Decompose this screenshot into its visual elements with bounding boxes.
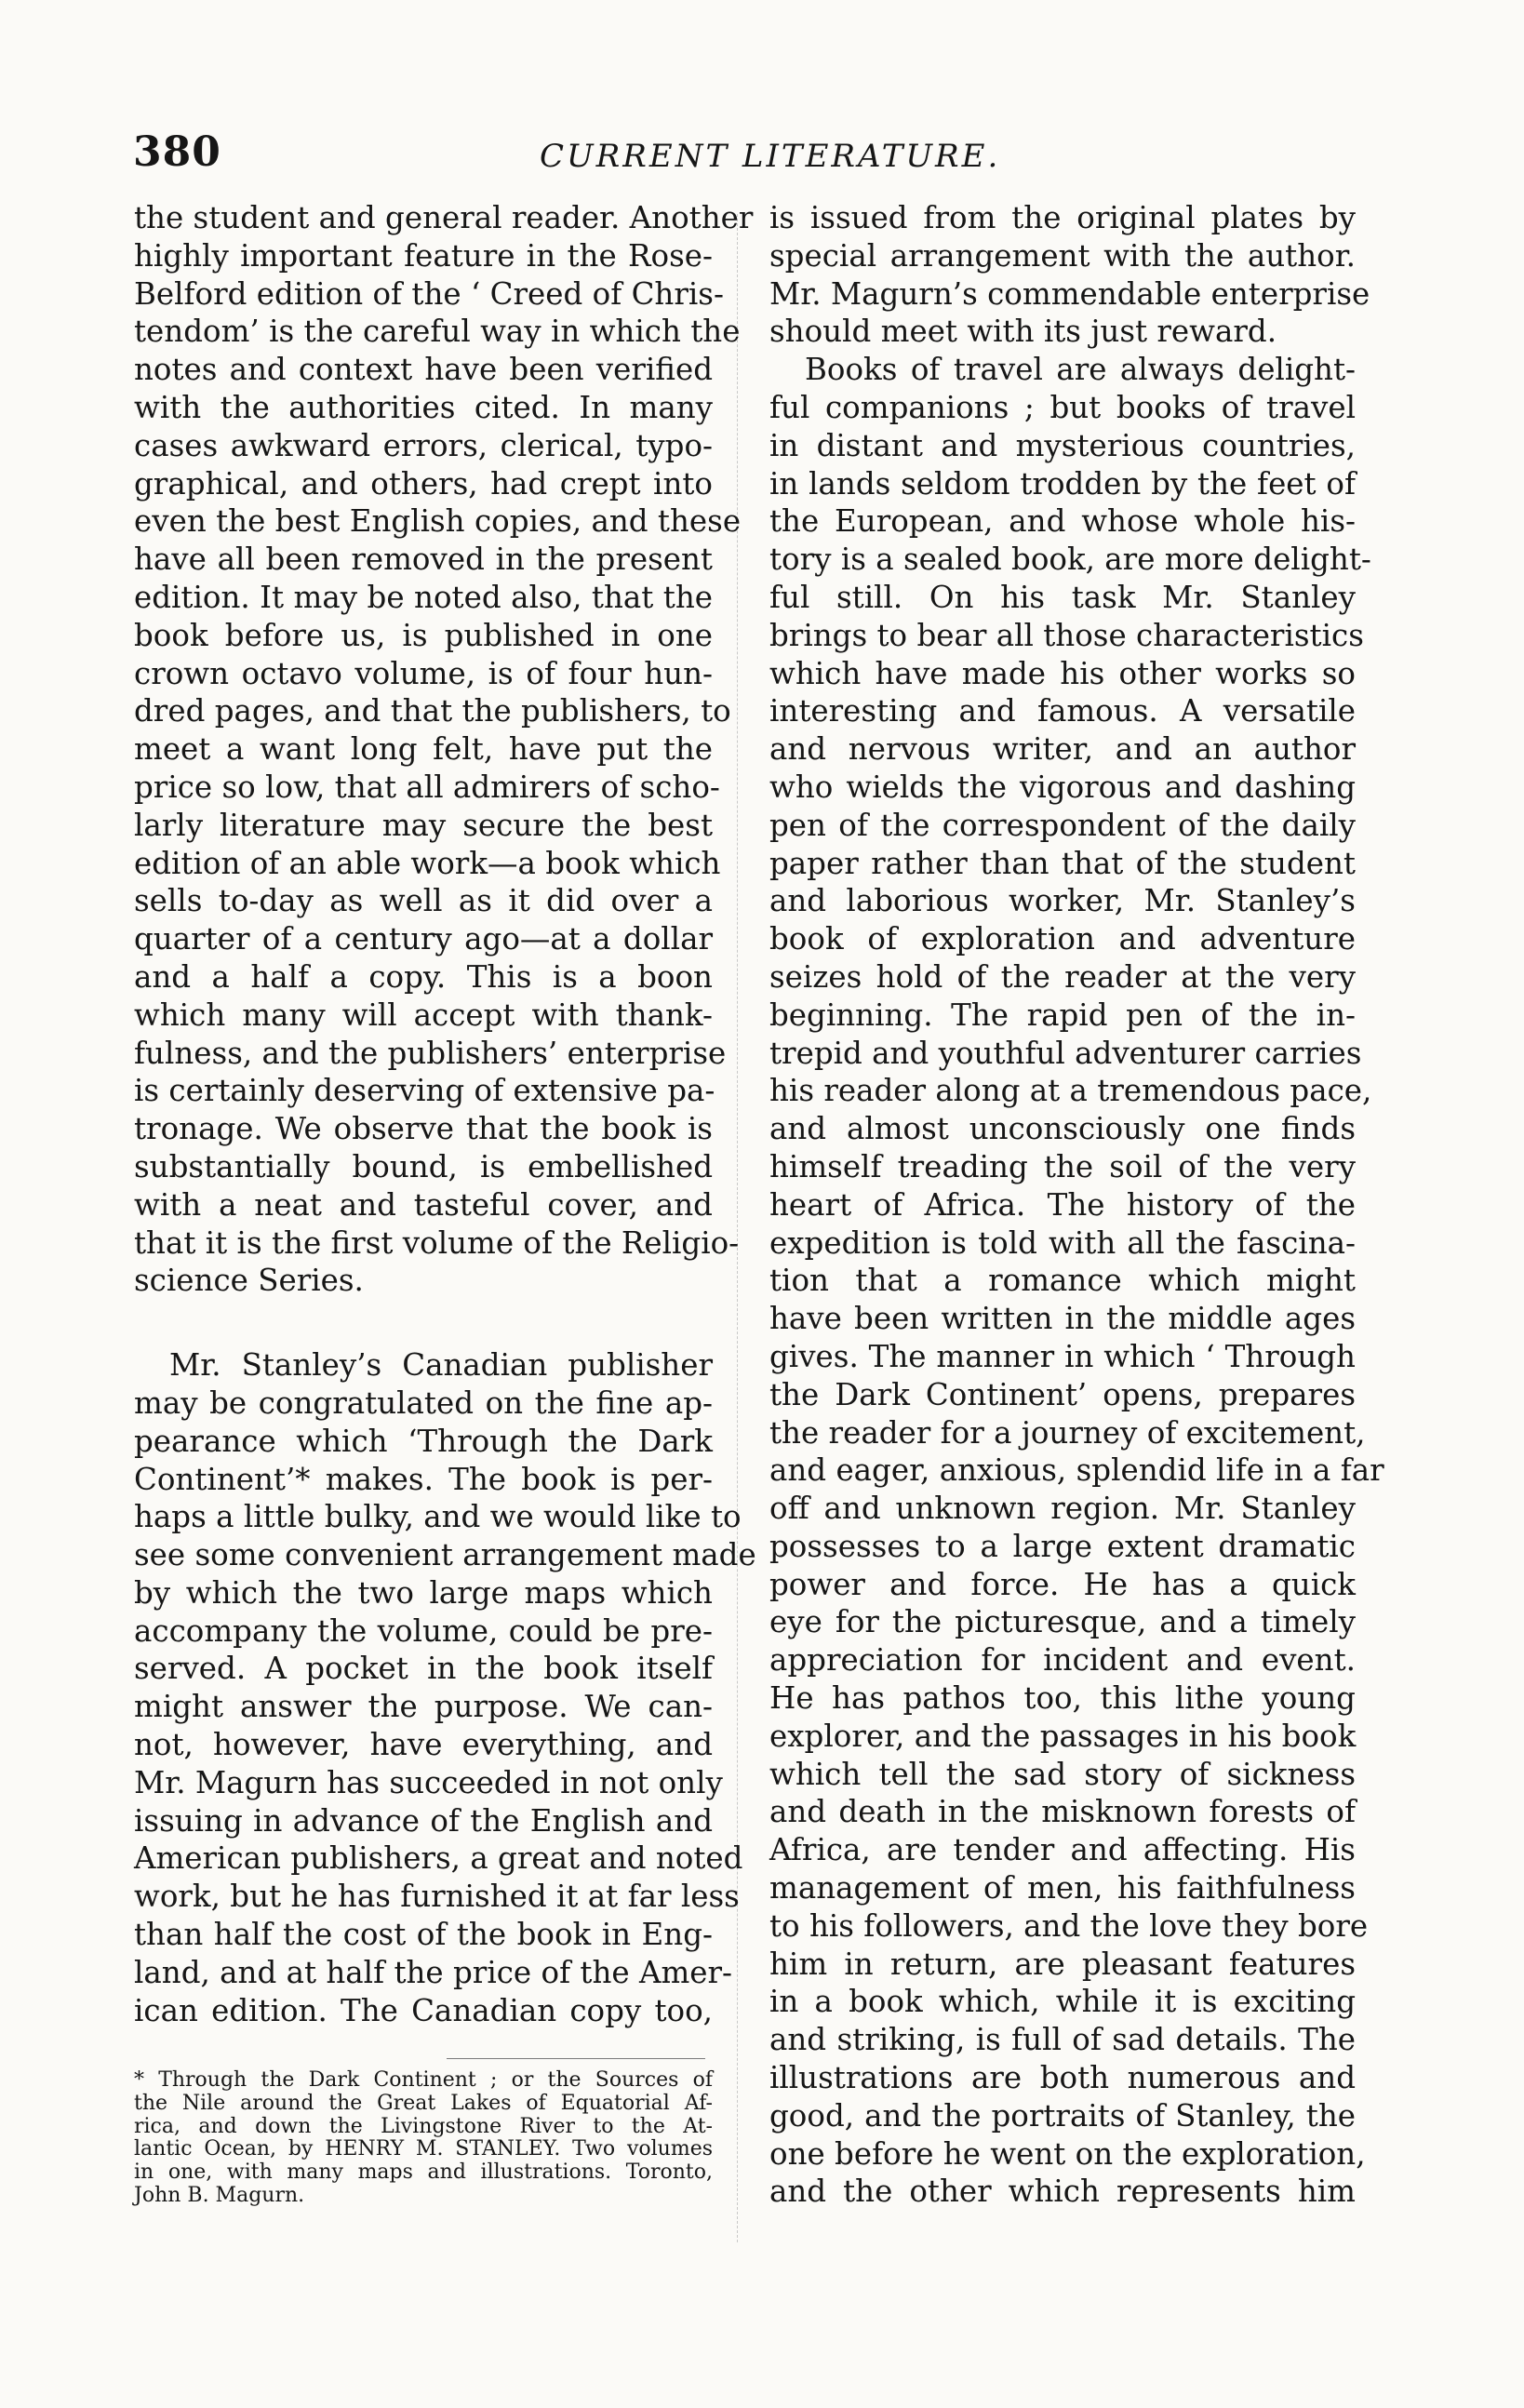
text-line: tendom’ is the careful way in which the: [134, 314, 741, 350]
text-line: in lands seldom trodden by the feet of: [769, 465, 1356, 502]
text-line: in distant and mysterious countries,: [769, 427, 1356, 463]
text-line: who wields the vigorous and dashing: [769, 769, 1356, 805]
text-line: have been written in the middle ages: [769, 1301, 1356, 1337]
text-line: tory is a sealed book, are more delight-: [769, 542, 1371, 578]
text-line: may be congratulated on the fine ap-: [134, 1385, 713, 1421]
text-line: brings to bear all those characteristics: [769, 617, 1364, 653]
text-line: larly literature may secure the best: [134, 807, 713, 843]
text-line: off and unknown region. Mr. Stanley: [769, 1491, 1356, 1527]
text-line: edition of an able work—a book which: [134, 845, 721, 881]
text-line: and laborious worker, Mr. Stanley’s: [769, 883, 1356, 919]
text-line: Books of travel are always delight-: [805, 352, 1356, 388]
text-line: the Dark Continent’ opens, prepares: [769, 1376, 1356, 1412]
text-line: good, and the portraits of Stanley, the: [769, 2097, 1356, 2134]
text-line: Mr. Magurn has succeeded in not only: [134, 1764, 723, 1800]
paragraph-canadian-copy: [769, 199, 1370, 351]
text-line: tion that a romance which might: [769, 1263, 1356, 1299]
text-line: dred pages, and that the publishers, to: [134, 693, 731, 729]
text-line: expedition is told with all the fascina-: [769, 1224, 1356, 1261]
footnote: [134, 2069, 713, 2208]
text-line: management of men, his faithfulness: [769, 1870, 1356, 1906]
text-line: him in return, are pleasant features: [769, 1946, 1356, 1982]
text-line: meet a want long felt, have put the: [134, 731, 713, 768]
text-line: one before he went on the exploration,: [769, 2135, 1366, 2172]
text-line: trepid and youthful adventurer carries: [769, 1035, 1362, 1071]
text-line: John B. Magurn.: [134, 2183, 305, 2207]
text-line: fulness, and the publishers’ enterprise: [134, 1035, 727, 1071]
text-line: and a half a copy. This is a boon: [134, 958, 713, 995]
text-line: in a book which, while it is exciting: [769, 1984, 1356, 2020]
paragraph-stanley-publisher: [134, 1346, 756, 2029]
text-line: Belford edition of the ‘ Creed of Chris-: [134, 275, 724, 312]
text-line: and the other which represents him: [769, 2174, 1356, 2210]
text-line: and almost unconsciously one finds: [769, 1111, 1356, 1147]
text-line: paper rather than that of the student: [769, 845, 1356, 881]
running-head: CURRENT LITERATURE.: [540, 138, 1001, 175]
text-line: ful companions ; but books of travel: [769, 389, 1356, 425]
text-line: eye for the picturesque, and a timely: [769, 1604, 1356, 1640]
text-line: explorer, and the passages in his book: [769, 1718, 1357, 1754]
text-line: with a neat and tasteful cover, and: [134, 1186, 713, 1223]
text-line: to his followers, and the love they bore: [769, 1907, 1369, 1944]
footnote-rule: [447, 2058, 705, 2059]
text-line: land, and at half the price of the Amer-: [134, 1954, 733, 1990]
right-column: [769, 199, 1384, 2211]
text-line: haps a little bulky, and we would like to: [134, 1499, 742, 1535]
text-line: book of exploration and adventure: [769, 921, 1356, 957]
text-line: served. A pocket in the book itself: [134, 1651, 713, 1687]
text-line: quarter of a century ago—at a dollar: [134, 921, 713, 957]
text-line: should meet with its just reward.: [769, 314, 1277, 350]
text-line: that it is the first volume of the Religio-: [134, 1224, 740, 1261]
text-line: book before us, is published in one: [134, 617, 713, 653]
text-line: seizes hold of the reader at the very: [769, 958, 1356, 995]
text-line: possesses to a large extent dramatic: [769, 1528, 1356, 1564]
text-line: lantic Ocean, by HENRY M. STANLEY. Two volumes: [134, 2137, 713, 2161]
text-line: price so low, that all admirers of scho-: [134, 769, 720, 805]
text-line: Mr. Stanley’s Canadian publisher: [169, 1347, 713, 1384]
text-line: the Nile around the Great Lakes of Equatorial Af-: [134, 2091, 713, 2115]
text-line: notes and context have been verified: [134, 352, 713, 388]
text-line: cases awkward errors, clerical, typo-: [134, 427, 713, 463]
text-line: crown octavo volume, is of four hun-: [134, 655, 713, 691]
text-line: which tell the sad story of sickness: [769, 1756, 1356, 1792]
text-line: the reader for a journey of excitement,: [769, 1414, 1366, 1451]
text-line: power and force. He has a quick: [769, 1566, 1356, 1602]
text-line: and eager, anxious, splendid life in a far: [769, 1452, 1384, 1489]
text-line: illustrations are both numerous and: [769, 2060, 1356, 2096]
text-line: which have made his other works so: [769, 655, 1356, 691]
text-line: He has pathos too, this lithe young: [769, 1680, 1356, 1717]
text-line: pearance which ‘Through the Dark: [134, 1423, 713, 1459]
text-line: American publishers, a great and noted: [134, 1840, 743, 1877]
text-line: highly important feature in the Rose-: [134, 237, 713, 274]
text-line: is certainly deserving of extensive pa-: [134, 1073, 715, 1109]
text-line: appreciation for incident and event.: [769, 1642, 1356, 1679]
text-line: edition. It may be noted also, that the: [134, 579, 713, 615]
text-line: the student and general reader. Another: [134, 200, 754, 235]
text-line: and death in the misknown forests of: [769, 1794, 1356, 1830]
text-line: and striking, is full of sad details. The: [769, 2022, 1356, 2058]
text-line: heart of Africa. The history of the: [769, 1186, 1356, 1223]
text-line: pen of the correspondent of the daily: [769, 807, 1356, 843]
text-line: issuing in advance of the English and: [134, 1802, 713, 1839]
paragraph-books-of-travel: [769, 351, 1384, 2211]
text-line: science Series.: [134, 1263, 364, 1299]
text-line: ful still. On his task Mr. Stanley: [769, 579, 1356, 615]
text-line: work, but he has furnished it at far less: [134, 1879, 740, 1915]
text-line: not, however, have everything, and: [134, 1727, 713, 1763]
text-line: in one, with many maps and illustrations. Toronto,: [134, 2161, 713, 2185]
text-line: his reader along at a tremendous pace,: [769, 1073, 1372, 1109]
text-line: special arrangement with the author.: [769, 237, 1356, 274]
text-line: himself treading the soil of the very: [769, 1148, 1356, 1184]
text-line: with the authorities cited. In many: [134, 389, 713, 425]
text-line: even the best English copies, and these: [134, 503, 742, 540]
text-line: Africa, are tender and affecting. His: [769, 1832, 1356, 1868]
text-line: see some convenient arrangement made: [134, 1537, 756, 1573]
text-line: * Through the Dark Continent ; or the Sources of: [134, 2068, 713, 2092]
text-line: than half the cost of the book in Eng-: [134, 1917, 713, 1953]
text-line: Continent’* makes. The book is per-: [134, 1461, 713, 1497]
text-line: rica, and down the Livingstone River to the At-: [134, 2114, 713, 2138]
text-line: tronage. We observe that the book is: [134, 1111, 713, 1147]
text-line: Mr. Magurn’s commendable enterprise: [769, 275, 1370, 312]
text-line: the European, and whose whole his-: [769, 503, 1356, 540]
text-line: by which the two large maps which: [134, 1574, 713, 1611]
paragraph-creed-of-christendom: [134, 199, 754, 1300]
text-line: is issued from the original plates by: [769, 200, 1356, 235]
text-line: ican edition. The Canadian copy too,: [134, 1992, 713, 2028]
text-line: have all been removed in the present: [134, 542, 713, 578]
text-line: interesting and famous. A versatile: [769, 693, 1356, 729]
text-line: might answer the purpose. We can-: [134, 1689, 713, 1725]
text-line: sells to-day as well as it did over a: [134, 883, 713, 919]
text-line: which many will accept with thank-: [134, 997, 713, 1033]
text-line: substantially bound, is embellished: [134, 1148, 713, 1184]
page-number: 380: [133, 128, 221, 176]
text-line: gives. The manner in which ‘ Through: [769, 1338, 1356, 1374]
left-column: [134, 199, 756, 2029]
text-line: graphical, and others, had crept into: [134, 465, 713, 502]
text-line: and nervous writer, and an author: [769, 731, 1356, 768]
text-line: beginning. The rapid pen of the in-: [769, 997, 1356, 1033]
text-line: accompany the volume, could be pre-: [134, 1612, 713, 1649]
